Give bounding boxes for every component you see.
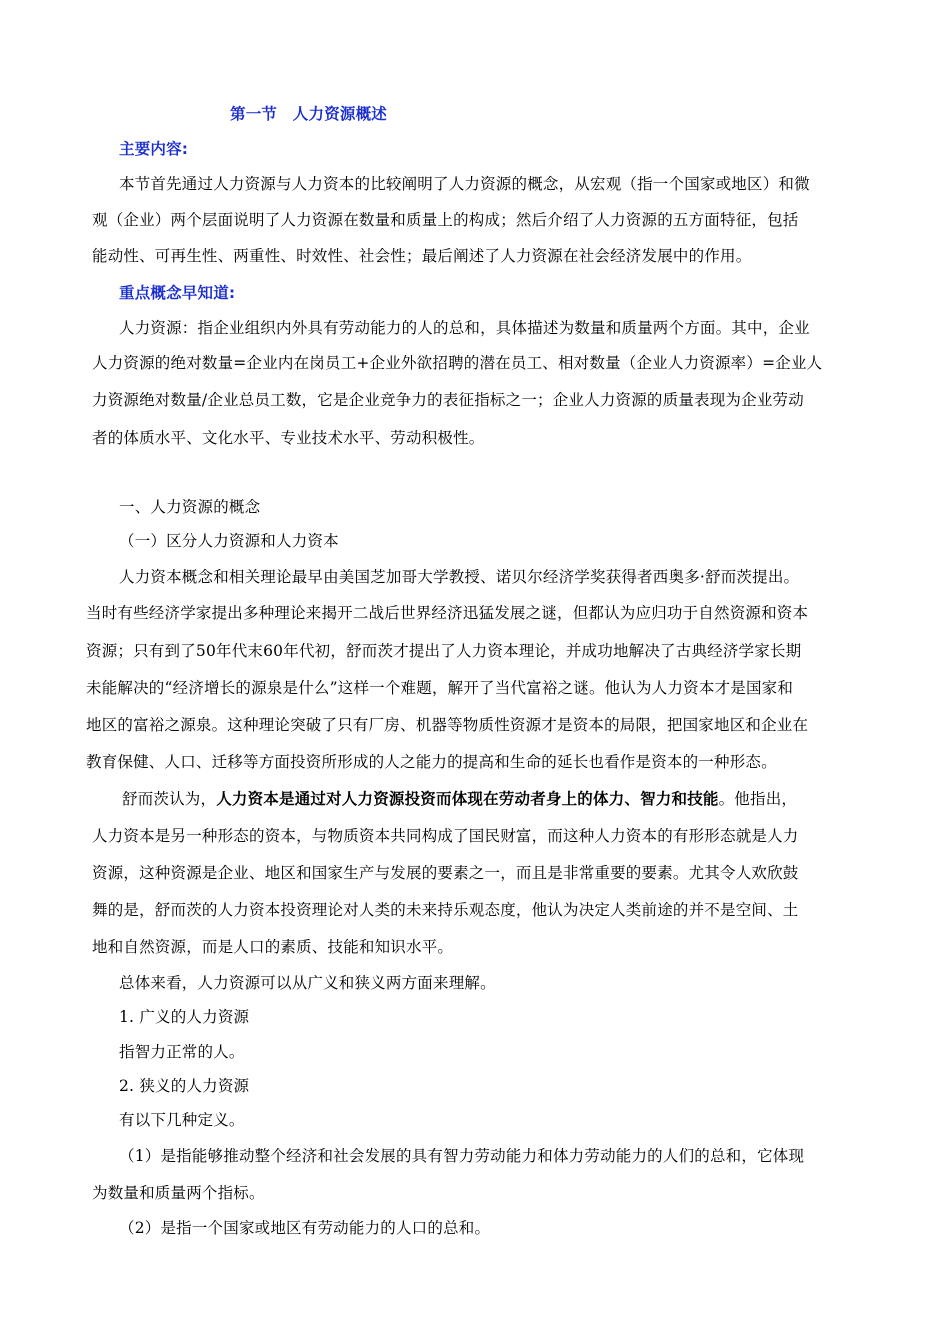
paragraph-line: 舞的是，舒而茨的人力资本投资理论对人类的未来持乐观态度，他认为决定人类前途的并不是空间、土 [92,901,799,919]
key-concepts-line: 人力资源的绝对数量=企业内在岗员工+企业外欲招聘的潜在员工、相对数量（企业人力资源率）=企业人 [92,354,823,372]
definition-line: 为数量和质量两个指标。 [92,1184,265,1202]
key-concepts-line: 力资源绝对数量/企业总员工数，它是企业竞争力的表征指标之一；企业人力资源的质量表现为企业劳动 [92,391,804,409]
paragraph-suffix: 。他指出， [718,790,798,808]
section-heading: 一、人力资源的概念 [119,498,261,516]
paragraph-line: 当时有些经济学家提出多种理论来揭开二战后世界经济迅猛发展之谜，但都认为应归功于自然资源和资本 [86,604,809,622]
key-concepts-line: 人力资源：指企业组织内外具有劳动能力的人的总和，具体描述为数量和质量两个方面。其中，企业 [119,319,810,337]
key-concepts-line: 者的体质水平、文化水平、专业技术水平、劳动积极性。 [92,429,485,447]
paragraph-line: 资源；只有到了50年代末60年代初，舒而茨才提出了人力资本理论，并成功地解决了古典经济学家长期 [86,642,802,660]
paragraph-line: 地和自然资源，而是人口的素质、技能和知识水平。 [92,938,454,956]
paragraph-line-emphasis [122,789,797,809]
main-content-line: 观（企业）两个层面说明了人力资源在数量和质量上的构成；然后介绍了人力资源的五方面特征，包括 [92,211,799,229]
paragraph-line: 人力资本是另一种形态的资本，与物质资本共同构成了国民财富，而这种人力资本的有形形态就是人力 [92,827,799,845]
definition-line: （1）是指能够推动整个经济和社会发展的具有智力劳动能力和体力劳动能力的人们的总和，它体现 [119,1147,805,1165]
definition-line: （2）是指一个国家或地区有劳动能力的人口的总和。 [119,1219,491,1237]
subsection-heading: （一）区分人力资源和人力资本 [119,532,339,550]
list-item-description: 有以下几种定义。 [119,1111,245,1129]
list-item-heading: 2. 狭义的人力资源 [119,1077,250,1095]
paragraph-line: 资源，这种资源是企业、地区和国家生产与发展的要素之一，而且是非常重要的要素。尤其令人欢欣鼓 [92,864,799,882]
section-title: 第一节 人力资源概述 [230,105,388,123]
paragraph-line: 教育保健、人口、迁移等方面投资所形成的人之能力的提高和生命的延长也看作是资本的一种形态。 [86,753,777,771]
list-item-heading: 1. 广义的人力资源 [119,1008,250,1026]
paragraph-line: 地区的富裕之源泉。这种理论突破了只有厂房、机器等物质性资源才是资本的局限，把国家地区和企业在 [86,716,809,734]
list-item-description: 指智力正常的人。 [119,1043,245,1061]
bold-definition: 人力资本是通过对人力资源投资而体现在劳动者身上的体力、智力和技能 [216,790,719,808]
paragraph-line: 人力资本概念和相关理论最早由美国芝加哥大学教授、诺贝尔经济学奖获得者西奥多·舒而茨提出。 [119,568,800,586]
key-concepts-heading: 重点概念早知道: [119,284,236,302]
paragraph-prefix: 舒而茨认为， [122,790,217,808]
main-content-line: 本节首先通过人力资源与人力资本的比较阐明了人力资源的概念，从宏观（指一个国家或地区）和微 [119,175,810,193]
main-content-heading: 主要内容: [119,140,189,158]
paragraph-line: 未能解决的“经济增长的源泉是什么”这样一个难题，解开了当代富裕之谜。他认为人力资本才是国家和 [86,679,794,697]
paragraph-line: 总体来看，人力资源可以从广义和狭义两方面来理解。 [119,974,496,992]
main-content-line: 能动性、可再生性、两重性、时效性、社会性；最后阐述了人力资源在社会经济发展中的作用。 [92,247,752,265]
